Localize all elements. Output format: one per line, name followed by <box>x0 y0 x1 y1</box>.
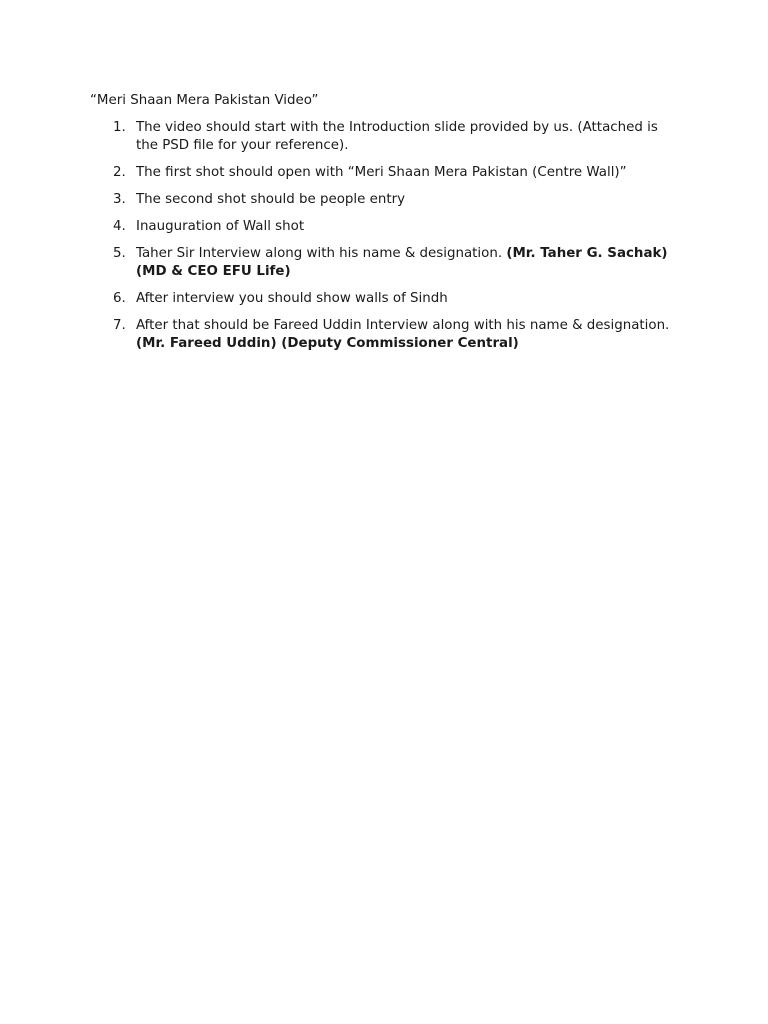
list-item <box>0 290 676 308</box>
list-item-number: 6. <box>113 291 126 306</box>
list-item-number: 2. <box>113 165 126 180</box>
list-item-number: 1. <box>113 120 126 135</box>
list-item-text: After that should be Fareed Uddin Interview along with his name & designation. <box>136 318 670 333</box>
list-item-number: 4. <box>113 219 126 234</box>
list-item <box>0 191 676 209</box>
list-item-text-wrap <box>136 290 676 308</box>
list-item-text: After interview you should show walls of Sindh <box>136 291 448 306</box>
list-item-text-wrap <box>136 245 676 281</box>
list-item-number: 3. <box>113 192 126 207</box>
list-item-number: 5. <box>113 246 126 261</box>
list-item-text: The video should start with the Introduction slide provided by us. (Attached is the PSD file for your reference). <box>136 120 658 153</box>
list-item <box>0 164 676 182</box>
list-item <box>0 317 676 353</box>
list-item <box>0 218 676 236</box>
list-item-text-wrap <box>136 317 676 353</box>
list-item-bold-text: (Mr. Taher G. Sachak) (MD & CEO EFU Life) <box>136 246 668 279</box>
document-title: “Meri Shaan Mera Pakistan Video” <box>90 93 319 108</box>
list-item <box>0 119 676 155</box>
list-item-bold-text: (Mr. Fareed Uddin) (Deputy Commissioner Central) <box>136 336 519 351</box>
list-item-text-wrap <box>136 218 676 236</box>
list-item <box>0 245 676 281</box>
list-item-text-wrap <box>136 164 676 182</box>
list-item-text: Taher Sir Interview along with his name & designation. <box>136 246 507 261</box>
list-item-text: Inauguration of Wall shot <box>136 219 305 234</box>
instruction-list <box>0 119 768 362</box>
list-item-text: The first shot should open with “Meri Shaan Mera Pakistan (Centre Wall)” <box>136 165 627 180</box>
list-item-number: 7. <box>113 318 126 333</box>
list-item-text-wrap <box>136 119 676 155</box>
list-item-text-wrap <box>136 191 676 209</box>
list-item-text: The second shot should be people entry <box>136 192 406 207</box>
